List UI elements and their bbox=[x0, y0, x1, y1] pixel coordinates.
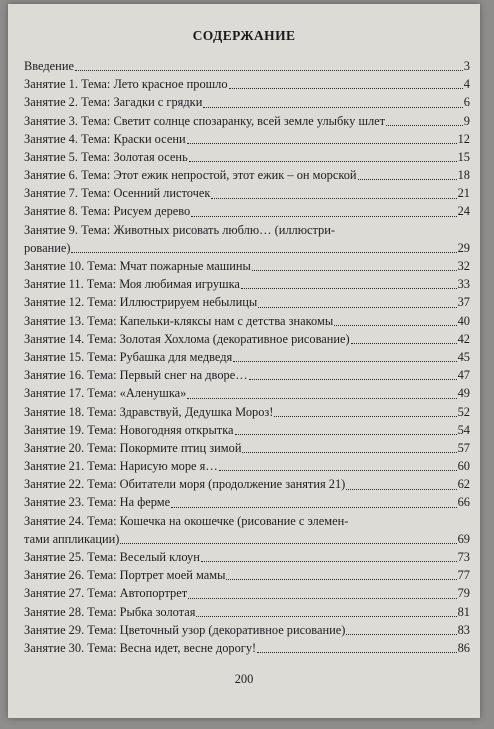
dot-leader bbox=[120, 543, 456, 544]
toc-entry-text: Занятие 2. Тема: Загадки с грядки bbox=[24, 95, 203, 110]
dot-leader bbox=[188, 598, 456, 599]
toc-entry-text: Занятие 9. Тема: Животных рисовать люблю… (иллюстри- bbox=[24, 222, 335, 237]
dot-leader bbox=[334, 325, 456, 326]
dot-leader bbox=[358, 179, 457, 180]
toc-entry-text: Занятие 23. Тема: На ферме bbox=[24, 495, 171, 510]
toc-entry bbox=[24, 621, 470, 639]
toc-page-number: 33 bbox=[457, 277, 470, 292]
toc-page-number: 77 bbox=[457, 568, 470, 583]
toc-entry bbox=[24, 639, 470, 657]
dot-leader bbox=[249, 379, 457, 380]
dot-leader bbox=[196, 616, 456, 617]
dot-leader bbox=[75, 70, 463, 71]
toc-entry-text: Введение bbox=[24, 58, 74, 73]
toc-entry-text: Занятие 8. Тема: Рисуем дерево bbox=[24, 204, 191, 219]
toc-entry-text: Занятие 4. Тема: Краски осени bbox=[24, 131, 186, 146]
page-title: СОДЕРЖАНИЕ bbox=[192, 28, 296, 43]
page-number: 200 bbox=[234, 672, 254, 686]
toc-entry bbox=[24, 203, 470, 221]
toc-entry-text: Занятие 28. Тема: Рыбка золотая bbox=[24, 604, 196, 619]
toc-entry-text: Занятие 20. Тема: Покормите птиц зимой bbox=[24, 440, 242, 455]
toc-entry bbox=[24, 166, 470, 184]
toc-entry-text: Занятие 30. Тема: Весна идет, весне дорогу! bbox=[24, 640, 257, 655]
dot-leader bbox=[346, 634, 456, 635]
toc-entry-text: Занятие 24. Тема: Кошечка на окошечке (рисование с элемен- bbox=[24, 513, 349, 528]
toc-page-number: 42 bbox=[457, 331, 470, 346]
toc-entry-text: Занятие 17. Тема: «Аленушка» bbox=[24, 386, 187, 401]
toc-page-number: 66 bbox=[457, 495, 470, 510]
dot-leader bbox=[171, 507, 457, 508]
toc-entry bbox=[24, 584, 470, 602]
toc-page-number: 57 bbox=[457, 440, 470, 455]
dot-leader bbox=[257, 652, 456, 653]
toc-page-number: 29 bbox=[457, 240, 470, 255]
toc-page-number: 73 bbox=[457, 550, 470, 565]
toc-page-number: 18 bbox=[457, 168, 470, 183]
toc-entry bbox=[24, 312, 470, 330]
dot-leader bbox=[242, 452, 456, 453]
toc-page-number: 3 bbox=[463, 58, 470, 73]
dot-leader bbox=[252, 270, 457, 271]
toc-entry bbox=[24, 348, 470, 366]
toc-entry-text: Занятие 1. Тема: Лето красное прошло bbox=[24, 77, 228, 92]
toc-page-number: 37 bbox=[457, 295, 470, 310]
toc-entry bbox=[24, 239, 470, 257]
toc-entry-text: Занятие 11. Тема: Моя любимая игрушка bbox=[24, 277, 240, 292]
toc-page-number: 60 bbox=[457, 459, 470, 474]
toc-entry bbox=[24, 275, 470, 293]
dot-leader bbox=[235, 434, 457, 435]
toc-entry bbox=[24, 475, 470, 493]
toc-page-number: 79 bbox=[457, 586, 470, 601]
dot-leader bbox=[229, 88, 463, 89]
dot-leader bbox=[203, 107, 462, 108]
toc-page-number: 83 bbox=[457, 622, 470, 637]
toc-entry-text: Занятие 27. Тема: Автопортрет bbox=[24, 586, 188, 601]
toc-entry bbox=[24, 494, 470, 512]
table-of-contents bbox=[24, 57, 470, 657]
toc-entry-text: Занятие 5. Тема: Золотая осень bbox=[24, 149, 188, 164]
toc-entry bbox=[24, 457, 470, 475]
toc-page-number: 24 bbox=[457, 204, 470, 219]
toc-entry bbox=[24, 112, 470, 130]
toc-entry bbox=[24, 366, 470, 384]
toc-page-number: 40 bbox=[457, 313, 470, 328]
book-page bbox=[8, 4, 480, 718]
dot-leader bbox=[211, 198, 456, 199]
toc-entry bbox=[24, 293, 470, 311]
toc-entry-text: рование) bbox=[24, 240, 71, 255]
toc-entry-text: Занятие 3. Тема: Светит солнце спозаранку, всей земле улыбку шлет bbox=[24, 113, 386, 128]
toc-entry bbox=[24, 548, 470, 566]
toc-entry-text: Занятие 19. Тема: Новогодняя открытка bbox=[24, 422, 234, 437]
dot-leader bbox=[274, 416, 456, 417]
toc-entry-text: Занятие 29. Тема: Цветочный узор (декоративное рисование) bbox=[24, 622, 346, 637]
toc-page-number: 15 bbox=[457, 149, 470, 164]
toc-entry-text: Занятие 21. Тема: Нарисую море я… bbox=[24, 459, 218, 474]
toc-entry-text: тами аппликации) bbox=[24, 531, 120, 546]
dot-leader bbox=[351, 343, 457, 344]
toc-entry-text: Занятие 13. Тема: Капельки-кляксы нам с детства знакомы bbox=[24, 313, 334, 328]
toc-entry bbox=[24, 257, 470, 275]
toc-page-number: 52 bbox=[457, 404, 470, 419]
dot-leader bbox=[233, 361, 456, 362]
toc-page-number: 4 bbox=[463, 77, 470, 92]
toc-entry bbox=[24, 603, 470, 621]
toc-page-number: 32 bbox=[457, 259, 470, 274]
toc-entry bbox=[24, 530, 470, 548]
toc-page-number: 21 bbox=[457, 186, 470, 201]
toc-entry bbox=[24, 384, 470, 402]
toc-entry bbox=[24, 184, 470, 202]
toc-page-number: 12 bbox=[457, 131, 470, 146]
toc-page-number: 69 bbox=[457, 531, 470, 546]
dot-leader bbox=[187, 398, 456, 399]
dot-leader bbox=[219, 470, 457, 471]
toc-entry bbox=[24, 421, 470, 439]
toc-entry bbox=[24, 566, 470, 584]
dot-leader bbox=[189, 161, 457, 162]
toc-entry-text: Занятие 18. Тема: Здравствуй, Дедушка Мороз! bbox=[24, 404, 274, 419]
toc-entry-text: Занятие 26. Тема: Портрет моей мамы bbox=[24, 568, 226, 583]
toc-entry bbox=[24, 148, 470, 166]
toc-page-number: 81 bbox=[457, 604, 470, 619]
toc-page-number: 6 bbox=[463, 95, 470, 110]
toc-entry bbox=[24, 439, 470, 457]
toc-entry-text: Занятие 12. Тема: Иллюстрируем небылицы bbox=[24, 295, 258, 310]
dot-leader bbox=[258, 307, 456, 308]
toc-page-number: 47 bbox=[457, 368, 470, 383]
dot-leader bbox=[187, 143, 457, 144]
toc-entry-text: Занятие 10. Тема: Мчат пожарные машины bbox=[24, 259, 251, 274]
dot-leader bbox=[201, 561, 457, 562]
toc-entry bbox=[24, 330, 470, 348]
toc-page-number: 49 bbox=[457, 386, 470, 401]
dot-leader bbox=[241, 288, 457, 289]
dot-leader bbox=[226, 579, 456, 580]
toc-entry bbox=[24, 403, 470, 421]
toc-entry-text: Занятие 15. Тема: Рубашка для медведя bbox=[24, 349, 233, 364]
dot-leader bbox=[346, 489, 456, 490]
toc-page-number: 54 bbox=[457, 422, 470, 437]
toc-entry-text: Занятие 6. Тема: Этот ежик непростой, этот ежик – он морской bbox=[24, 168, 357, 183]
toc-entry bbox=[24, 75, 470, 93]
toc-entry bbox=[24, 93, 470, 111]
dot-leader bbox=[71, 252, 456, 253]
toc-entry bbox=[24, 57, 470, 75]
toc-entry-text: Занятие 14. Тема: Золотая Хохлома (декоративное рисование) bbox=[24, 331, 350, 346]
toc-entry-text: Занятие 25. Тема: Веселый клоун bbox=[24, 550, 200, 565]
toc-entry-text: Занятие 22. Тема: Обитатели моря (продолжение занятия 21) bbox=[24, 477, 346, 492]
toc-entry-text: Занятие 16. Тема: Первый снег на дворе… bbox=[24, 368, 248, 383]
toc-entry-text: Занятие 7. Тема: Осенний листочек bbox=[24, 186, 211, 201]
toc-page-number: 62 bbox=[457, 477, 470, 492]
dot-leader bbox=[191, 216, 456, 217]
toc-page-number: 86 bbox=[457, 640, 470, 655]
dot-leader bbox=[386, 125, 463, 126]
toc-entry bbox=[24, 130, 470, 148]
toc-page-number: 45 bbox=[457, 349, 470, 364]
toc-page-number: 9 bbox=[463, 113, 470, 128]
